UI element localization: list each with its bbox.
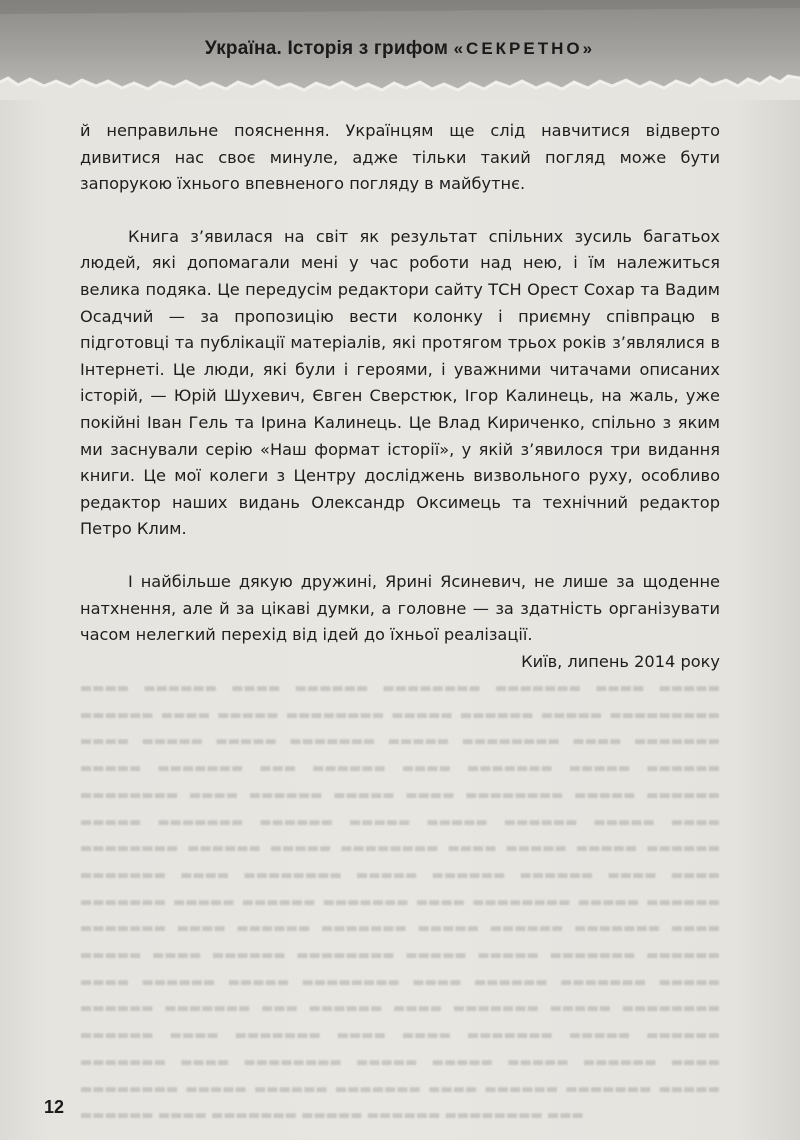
running-header [0, 38, 800, 60]
paragraph-thanks-wife: І найбільше дякую дружині, Ярині Ясиневич, не лише за щоденне натхнення, але й за цікаві думки, а головне — за здатність організувати часом нелегкий перехід від ідей до їхньої реалізації. [80, 571, 720, 645]
header-band [0, 0, 800, 100]
paragraph-continuation: й неправильне пояснення. Українцям ще слід навчитися відверто дивитися нас своє минуле, адже тільки такий погляд може бути запорукою їхнього впевненого погляду в майбутнє. [80, 121, 720, 194]
running-header-secret: «СЕКРЕТНО» [453, 39, 596, 58]
body-text [80, 118, 720, 675]
running-header-title: Україна. Історія з грифом [204, 38, 449, 59]
page-number: 12 [44, 1097, 65, 1117]
show-through-text: ▬▬▬▬ ▬▬▬▬▬▬ ▬▬▬▬ ▬▬▬▬▬▬ ▬▬▬▬▬▬▬▬ ▬▬▬▬▬▬▬ ▬▬▬▬ ▬▬▬▬▬ ▬▬▬▬▬▬ ▬▬▬▬ ▬▬▬▬▬ ▬▬▬▬▬▬▬▬ ▬▬▬▬▬ ▬▬▬▬▬▬ ▬▬▬▬▬ ▬▬▬▬▬▬▬▬▬ ▬▬▬▬ ▬▬▬▬▬ ▬▬▬▬▬ ▬▬▬▬▬▬▬ ▬▬▬▬▬ ▬▬▬▬▬▬▬▬ ▬▬▬▬ ▬▬▬▬▬▬▬ ▬▬▬▬▬ ▬▬▬▬▬▬▬ ▬▬▬ ▬▬▬▬▬▬ ▬▬▬▬ ▬▬▬▬▬▬▬ ▬▬▬▬▬ ▬▬▬▬▬▬ ▬▬▬▬▬▬▬▬ ▬▬▬▬ ▬▬▬▬▬▬ ▬▬▬▬▬ ▬▬▬▬ ▬▬▬▬▬▬▬▬ ▬▬▬▬▬ ▬▬▬▬▬▬ ▬▬▬▬▬ ▬▬▬▬▬▬▬ ▬▬▬▬▬▬ ▬▬▬▬▬ ▬▬▬▬▬ ▬▬▬▬▬▬ ▬▬▬▬▬ ▬▬▬▬ ▬▬▬▬▬▬▬▬ ▬▬▬▬▬▬ ▬▬▬▬▬ ▬▬▬▬▬▬▬▬ ▬▬▬▬ ▬▬▬▬▬ ▬▬▬▬▬ ▬▬▬▬▬▬ ▬▬▬▬▬▬▬ ▬▬▬▬ ▬▬▬▬▬▬▬▬ ▬▬▬▬▬ ▬▬▬▬▬▬ ▬▬▬▬▬▬ ▬▬▬▬ ▬▬▬▬ ▬▬▬▬▬▬▬ ▬▬▬▬▬ ▬▬▬▬▬▬ ▬▬▬▬▬▬▬ ▬▬▬▬ ▬▬▬▬▬▬▬▬ ▬▬▬▬▬ ▬▬▬▬▬▬ ▬▬▬▬▬▬▬ ▬▬▬▬ ▬▬▬▬▬▬ ▬▬▬▬▬▬▬ ▬▬▬▬▬ ▬▬▬▬▬▬ ▬▬▬▬▬▬▬ ▬▬▬▬ ▬▬▬▬▬ ▬▬▬▬ ▬▬▬▬▬▬ ▬▬▬▬▬▬▬▬ ▬▬▬▬▬ ▬▬▬▬▬ ▬▬▬▬▬▬▬ ▬▬▬▬▬▬ ▬▬▬▬ ▬▬▬▬▬▬ ▬▬▬▬▬ ▬▬▬▬▬▬▬▬ ▬▬▬▬ ▬▬▬▬▬▬ ▬▬▬▬▬▬▬ ▬▬▬▬▬ ▬▬▬▬▬▬ ▬▬▬▬▬▬▬ ▬▬▬ ▬▬▬▬▬▬ ▬▬▬▬ ▬▬▬▬▬▬▬ ▬▬▬▬▬ ▬▬▬▬▬▬▬▬ ▬▬▬▬▬▬ ▬▬▬▬ ▬▬▬▬▬▬▬ ▬▬▬▬ ▬▬▬▬ ▬▬▬▬▬▬▬ ▬▬▬▬▬ ▬▬▬▬▬▬ ▬▬▬▬▬▬▬ ▬▬▬▬ ▬▬▬▬▬▬▬▬ ▬▬▬▬▬ ▬▬▬▬▬ ▬▬▬▬▬ ▬▬▬▬▬▬ ▬▬▬▬ ▬▬▬▬▬▬▬▬ ▬▬▬▬▬ ▬▬▬▬▬▬ ▬▬▬▬▬▬▬ ▬▬▬▬ ▬▬▬▬▬▬ ▬▬▬▬▬▬▬ ▬▬▬▬▬ ▬▬▬▬▬▬ ▬▬▬▬ ▬▬▬▬▬▬▬ ▬▬▬▬▬ ▬▬▬▬▬▬ ▬▬▬▬▬▬▬▬ ▬▬▬ [80, 681, 720, 1124]
paragraph-acknowledgements: Книга з’явилася на світ як результат спільних зусиль багатьох людей, які допомагали мені у час роботи над нею, і їм належиться велика подяка. Це передусім редактори сайту ТСН Орест Сохар та Вадим Осадчий — за пропозицію вести колонку і приємну співпрацю в підготовці та публікації матеріалів, які протягом трьох років з’являлися в Інтернеті. Це люди, які були і героями, і уважними читачами описаних історій, — Юрій Шухевич, Євген Сверстюк, Ігор Калинець, на жаль, уже покійні Іван Гель та Ірина Калинець. Це Влад Кириченко, спільно з яким ми заснували серію «Наш формат історії», у якій з’явилося три видання книги. Це мої колеги з Центру досліджень визвольного руху, особливо редактор наших видань Олександр Оксимець та технічний редактор Петро Клим. [80, 226, 720, 539]
signature-place-date: Київ, липень 2014 року [521, 651, 720, 671]
